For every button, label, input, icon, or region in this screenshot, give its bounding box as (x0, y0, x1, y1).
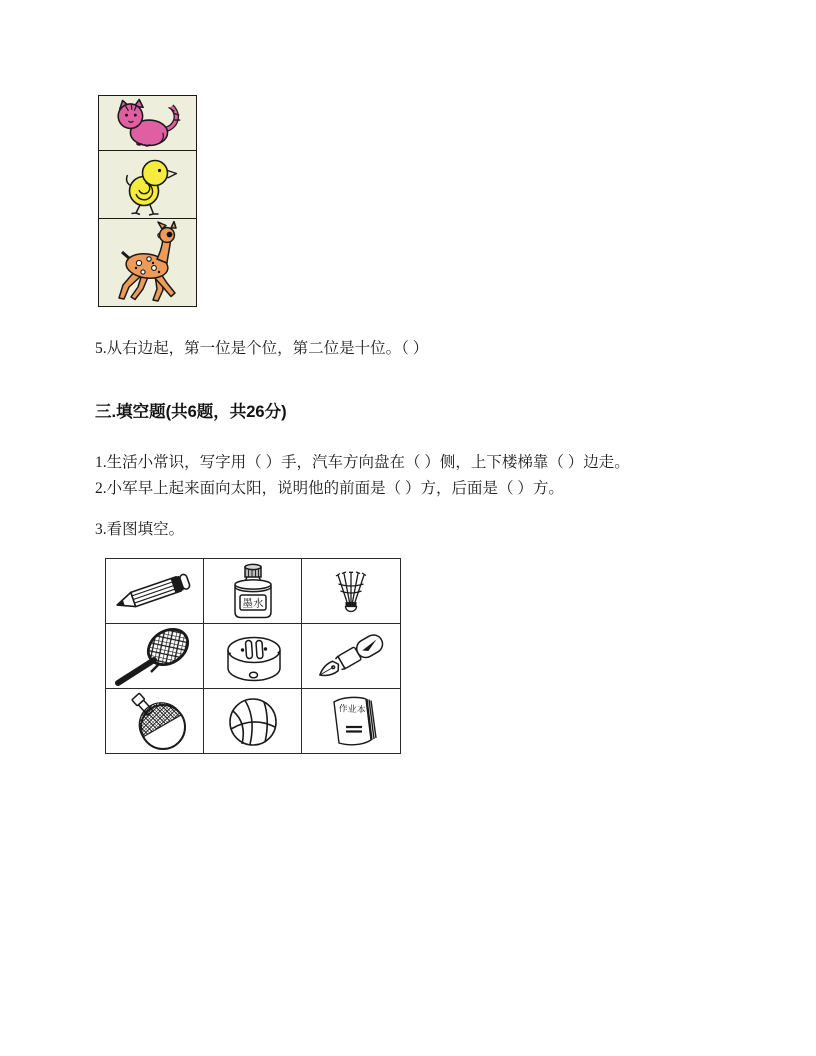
pencil-icon (107, 560, 203, 623)
animal-cell-cat (99, 96, 196, 151)
pencil-sharpener-icon (205, 625, 301, 688)
chick-icon (108, 154, 188, 216)
grid-cell-tennis-racket (106, 624, 204, 689)
grid-cell-pencil-sharpener (204, 624, 302, 689)
grid-cell-basketball (204, 689, 302, 753)
tennis-racket-icon (107, 625, 203, 688)
question-5-text: 5.从右边起，第一位是个位，第二位是十位。（ ） (95, 340, 429, 357)
grid-cell-fountain-pen (302, 624, 400, 689)
ink-bottle-label: 墨水 (242, 598, 263, 609)
grid-cell-notebook (302, 689, 400, 753)
basketball-icon (205, 690, 301, 753)
question-3-text: 3.看图填空。 (95, 521, 185, 538)
deer-icon (105, 221, 191, 304)
notebook-label: 作业本 (338, 702, 366, 715)
table-tennis-paddle-icon (107, 690, 203, 753)
cat-icon (104, 98, 192, 148)
question-1-text: 1.生活小常识，写字用（ ）手，汽车方向盘在（ ）侧，上下楼梯靠（ ）边走。 (95, 454, 630, 471)
fountain-pen-icon (303, 625, 399, 688)
section-3-header: 三.填空题(共6题，共26分) (95, 403, 287, 421)
animal-cell-deer (99, 219, 196, 306)
ink-bottle-icon (205, 560, 301, 623)
grid-cell-pencil (106, 559, 204, 624)
grid-cell-ink-bottle (204, 559, 302, 624)
picture-grid-table (105, 558, 401, 754)
notebook-icon (303, 690, 399, 753)
animal-picture-table (98, 95, 197, 307)
grid-cell-shuttlecock (302, 559, 400, 624)
animal-cell-chick (99, 151, 196, 219)
grid-cell-table-tennis-paddle (106, 689, 204, 753)
shuttlecock-icon (303, 560, 399, 623)
question-2-text: 2.小军早上起来面向太阳，说明他的前面是（ ）方，后面是（ ）方。 (95, 480, 564, 497)
